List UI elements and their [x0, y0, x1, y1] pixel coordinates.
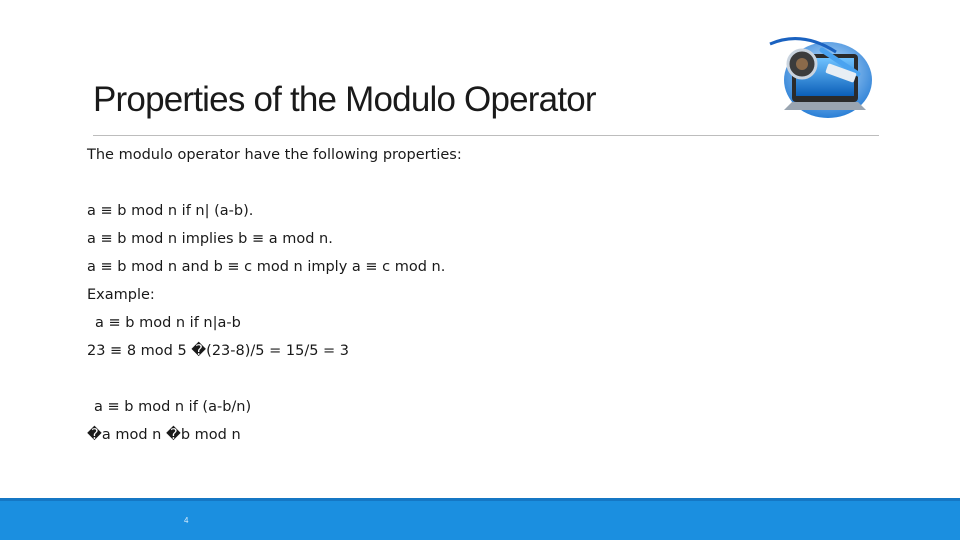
- computer-globe-icon: [762, 30, 880, 122]
- intro-line: The modulo operator have the following properties:: [87, 147, 462, 163]
- example-line: a ≡ b mod n if (a-b/n): [94, 399, 252, 415]
- footer-bar: [0, 498, 960, 540]
- example-line: a ≡ b mod n if n|a-b: [95, 315, 241, 331]
- property-line: a ≡ b mod n implies b ≡ a mod n.: [87, 231, 333, 247]
- property-line: a ≡ b mod n if n| (a-b).: [87, 203, 254, 219]
- title-divider: [93, 135, 879, 136]
- page-number: 4: [184, 516, 189, 525]
- footer-accent-line: [0, 498, 960, 501]
- example-line: 23 ≡ 8 mod 5 �(23-8)/5 = 15/5 = 3: [87, 343, 350, 359]
- slide-title: Properties of the Modulo Operator: [93, 80, 596, 119]
- example-heading: Example:: [87, 287, 155, 303]
- property-line: a ≡ b mod n and b ≡ c mod n imply a ≡ c mod n.: [87, 259, 446, 275]
- example-line: �a mod n �b mod n: [87, 427, 241, 443]
